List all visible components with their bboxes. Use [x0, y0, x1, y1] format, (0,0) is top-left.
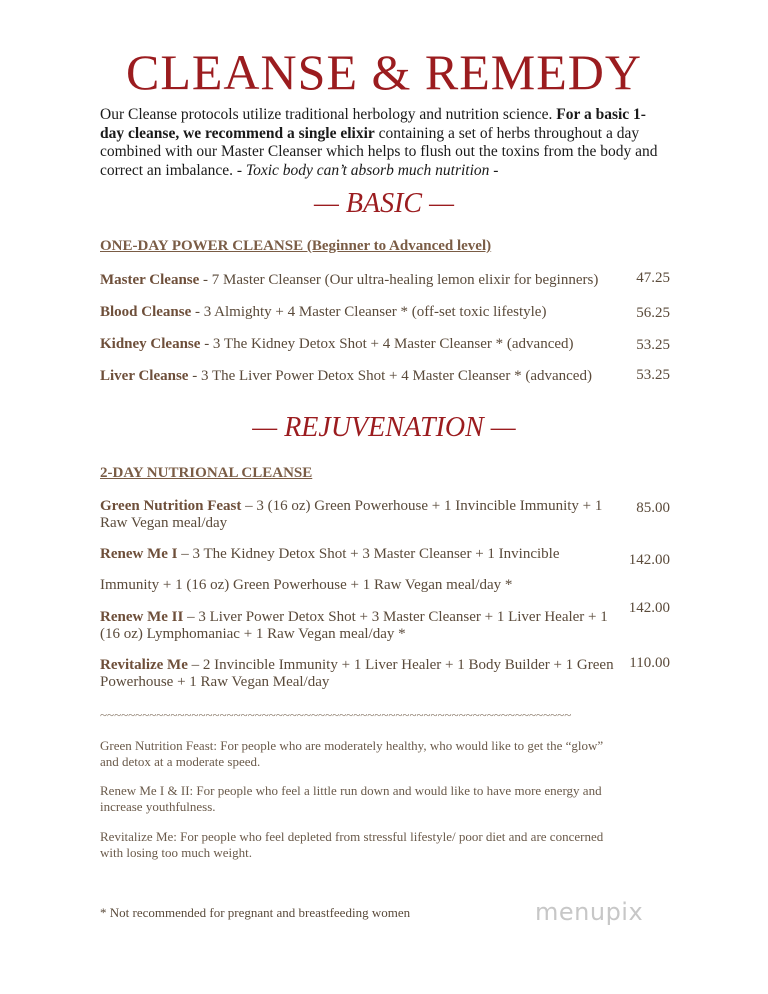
note-green-nutrition: Green Nutrition Feast: For people who are moderately healthy, who would like to get the “glow” and detox at a moderate speed.: [100, 738, 604, 769]
item-price: 53.25: [636, 367, 670, 383]
item-name: Kidney Cleanse: [100, 336, 201, 352]
item-name: Master Cleanse: [100, 272, 200, 288]
note-renew-me: Renew Me I & II: For people who feel a little run down and would like to have more energy and increase youthfulness.: [100, 783, 602, 814]
footnote: * Not recommended for pregnant and breastfeeding women: [100, 905, 411, 920]
menupix-watermark: menupix: [535, 898, 644, 926]
menu-item-kidney-cleanse: [100, 336, 615, 353]
tilde-divider: ~~~~~~~~~~~~~~~~~~~~~~~~~~~~~~~~~~~~~~~~~~~~~~~~~~~~~~~~~~~~~~~~~~~: [100, 707, 572, 722]
item-desc: - 3 Almighty + 4 Master Cleanser * (off-set toxic lifestyle): [191, 304, 547, 320]
menu-item-renew-me-2: [100, 609, 615, 643]
page-title: CLEANSE & REMEDY: [126, 44, 642, 100]
menu-item-liver-cleanse: [100, 368, 615, 385]
intro-paragraph: [100, 106, 670, 180]
item-price: 47.25: [636, 270, 670, 286]
menu-item-blood-cleanse: [100, 304, 615, 321]
item-price: 110.00: [629, 655, 670, 671]
item-price: 53.25: [636, 337, 670, 353]
item-desc: – 3 The Kidney Detox Shot + 3 Master Cleanser + 1 Invincible: [177, 546, 560, 562]
item-name: Revitalize Me: [100, 657, 188, 673]
menu-item-renew-me-1: [100, 546, 615, 563]
item-desc: – 3 (16 oz) Green Powerhouse + 1 Invincible Immunity + 1 Raw Vegan meal/day: [100, 498, 603, 531]
intro-text-cont: containing a set of herbs throughout a day combined with our Master Cleanser which helps to flush out the toxins from the body and correct an imbalance.: [100, 124, 658, 179]
basic-heading: — BASIC —: [314, 188, 454, 219]
menu-item-green-nutrition-feast: [100, 498, 615, 532]
item-desc: - 3 The Liver Power Detox Shot + 4 Master Cleanser * (advanced): [188, 368, 592, 384]
rejuvenation-heading: — REJUVENATION —: [252, 412, 516, 443]
item-desc: - 7 Master Cleanser (Our ultra-healing lemon elixir for beginners): [199, 272, 599, 288]
intro-italic-text: - Toxic body can’t absorb much nutrition -: [236, 161, 499, 179]
item-desc: – 2 Invincible Immunity + 1 Liver Healer + 1 Body Builder + 1 Green Powerhouse + 1 Raw Vegan Meal/day: [100, 657, 614, 690]
item-name: Green Nutrition Feast: [100, 498, 242, 514]
note-revitalize-me: Revitalize Me: For people who feel depleted from stressful lifestyle/ poor diet and are concerned with losing too much weight.: [100, 829, 604, 860]
item-name: Renew Me I: [100, 546, 178, 562]
item-name: Renew Me II: [100, 609, 184, 625]
item-price: 142.00: [628, 600, 670, 616]
menu-item-master-cleanse: [100, 272, 615, 289]
item-price: 85.00: [636, 500, 670, 516]
item-price: 142.00: [628, 552, 670, 568]
basic-subhead: ONE-DAY POWER CLEANSE (Beginner to Advanced level): [100, 238, 492, 254]
item-name: Blood Cleanse: [100, 304, 192, 320]
intro-text: Our Cleanse protocols utilize traditional herbology and nutrition science.: [100, 106, 557, 123]
item-desc: - 3 The Kidney Detox Shot + 4 Master Cleanser * (advanced): [200, 336, 574, 352]
menu-item-revitalize-me: [100, 657, 615, 691]
item-desc: – 3 Liver Power Detox Shot + 3 Master Cleanser + 1 Liver Healer + 1 (16 oz) Lymphomaniac + 1 Raw Vegan meal/day *: [100, 609, 608, 642]
item-price: 56.25: [636, 305, 670, 321]
item-name: Liver Cleanse: [100, 368, 189, 384]
menu-item-renew-me-1-cont: Immunity + 1 (16 oz) Green Powerhouse + 1 Raw Vegan meal/day *: [100, 577, 513, 593]
rejuvenation-subhead: 2-DAY NUTRIONAL CLEANSE: [100, 465, 313, 481]
intro-bold-text: For a basic 1-day cleanse, we recommend a single elixir: [100, 106, 646, 142]
